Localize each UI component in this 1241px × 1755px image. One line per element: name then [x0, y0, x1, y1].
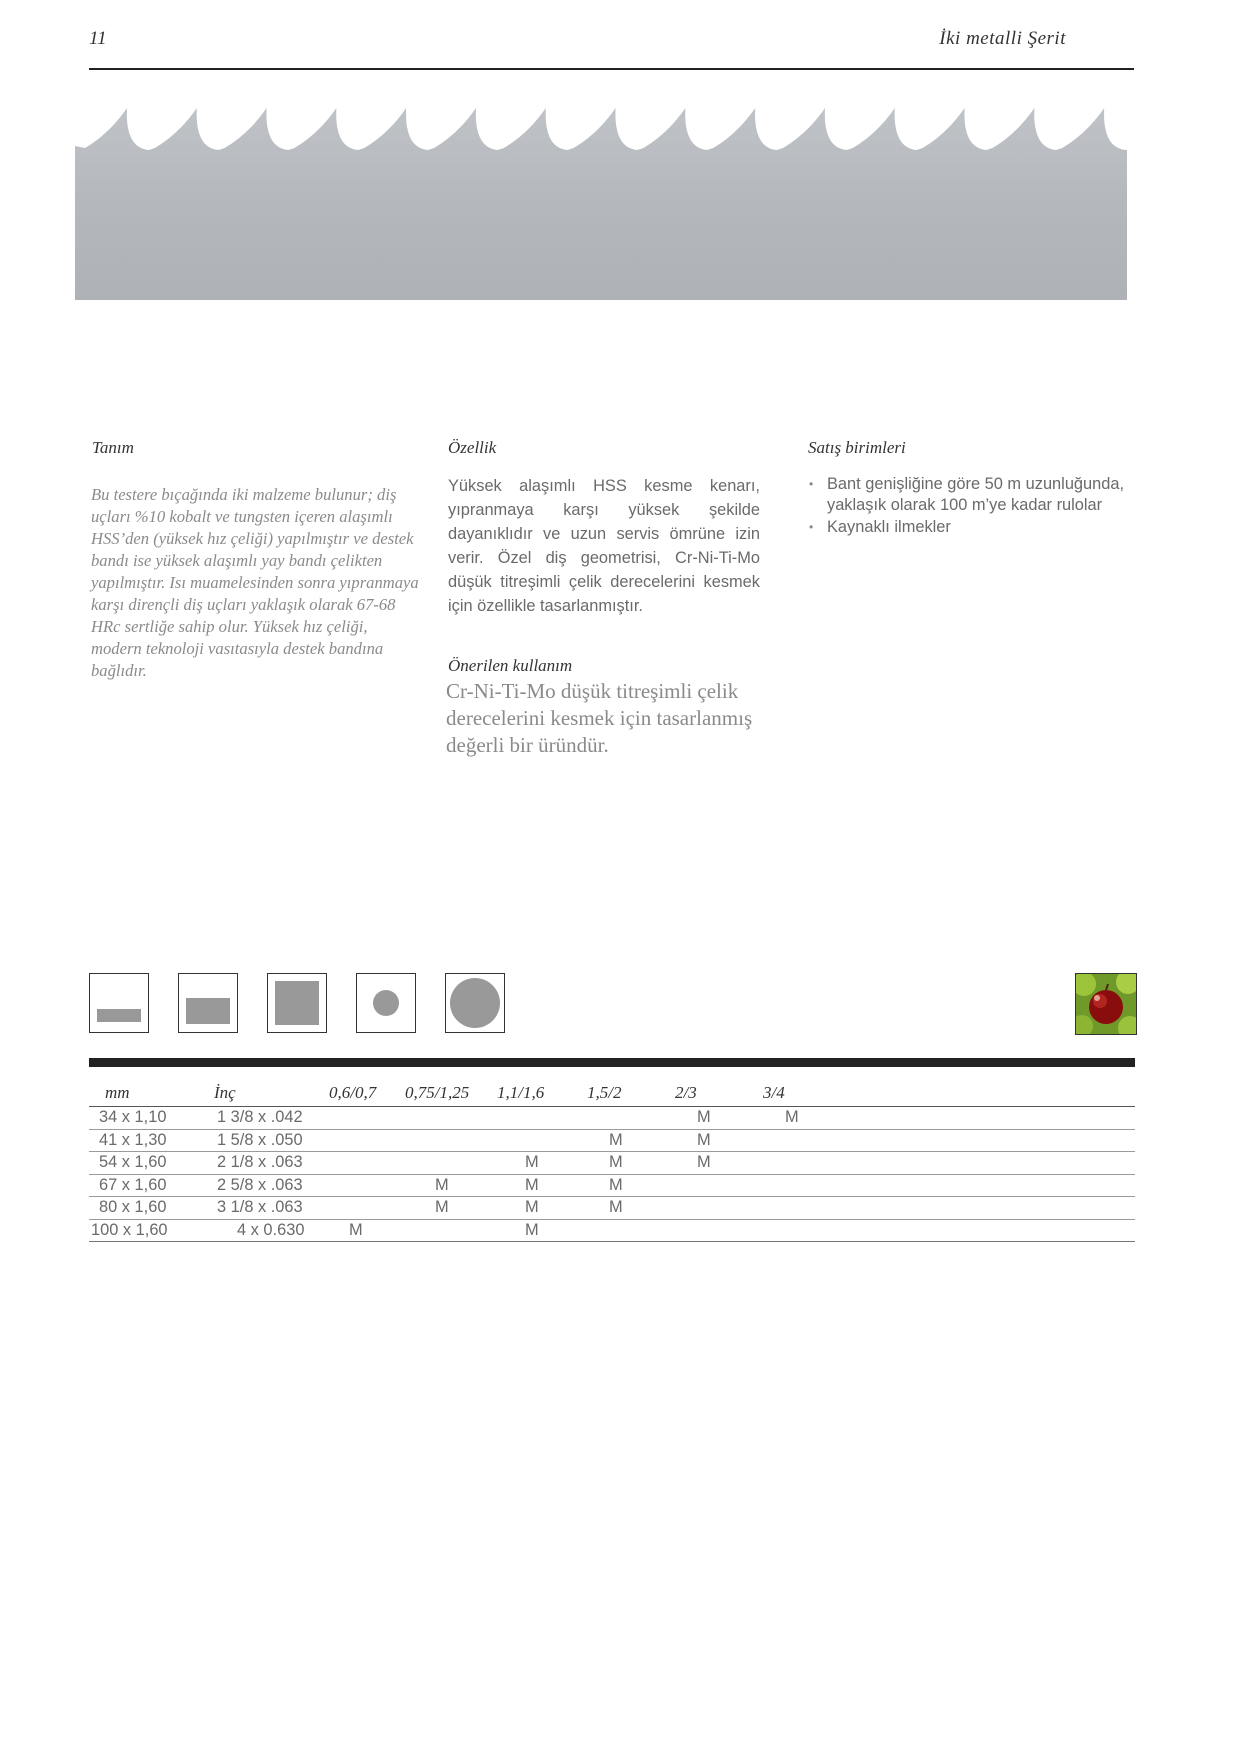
cell-tpi: [321, 1129, 401, 1152]
cell-tpi: M: [491, 1219, 581, 1242]
header-0-6-0-7: 0,6/0,7: [321, 1080, 401, 1107]
cell-mm: 80 x 1,60: [89, 1197, 203, 1220]
table-header-row: [89, 1080, 1135, 1107]
table-row: [89, 1219, 1135, 1242]
page-number: 11: [89, 28, 107, 49]
table-top-bar: [89, 1058, 1135, 1067]
header-inc: İnç: [203, 1080, 321, 1107]
square-bar-icon: [267, 973, 327, 1033]
cell-tpi: [757, 1219, 1135, 1242]
table-row: [89, 1129, 1135, 1152]
large-round-icon: [445, 973, 505, 1033]
cell-tpi: [401, 1152, 491, 1175]
cell-tpi: [321, 1174, 401, 1197]
cell-tpi: [757, 1197, 1135, 1220]
header-1-5-2: 1,5/2: [581, 1080, 669, 1107]
cell-tpi: M: [491, 1174, 581, 1197]
cell-mm: 34 x 1,10: [89, 1107, 203, 1130]
header-rule: [89, 68, 1134, 70]
small-round-icon: [356, 973, 416, 1033]
onerilen-text: Cr-Ni-Ti-Mo düşük titreşimli çelik derecelerini kesmek için tasarlanmış değerli bir üründür.: [446, 679, 753, 757]
table-row: [89, 1107, 1135, 1130]
cell-inc: 2 5/8 x .063: [203, 1174, 321, 1197]
header-3-4: 3/4: [757, 1080, 1135, 1107]
cell-tpi: [669, 1219, 757, 1242]
cell-inc: 2 1/8 x .063: [203, 1152, 321, 1175]
list-item: • Bant genişliğine göre 50 m uzunluğunda, yaklaşık olarak 100 m’ye kadar rulolar: [809, 475, 1125, 514]
cell-tpi: M: [581, 1152, 669, 1175]
cell-tpi: M: [581, 1174, 669, 1197]
table-row: [89, 1174, 1135, 1197]
cell-mm: 41 x 1,30: [89, 1129, 203, 1152]
cell-tpi: M: [581, 1129, 669, 1152]
flat-bar-icon: [89, 973, 149, 1033]
cell-mm: 67 x 1,60: [89, 1174, 203, 1197]
size-table: [89, 1080, 1135, 1242]
cell-mm: 100 x 1,60: [89, 1219, 203, 1242]
cell-tpi: M: [491, 1152, 581, 1175]
header-1-1-1-6: 1,1/1,6: [491, 1080, 581, 1107]
cell-tpi: [321, 1152, 401, 1175]
cell-tpi: [669, 1197, 757, 1220]
cell-tpi: [401, 1219, 491, 1242]
apple-icon: [1075, 973, 1137, 1035]
cell-tpi: M: [581, 1197, 669, 1220]
cell-tpi: [491, 1107, 581, 1130]
bullet-icon: •: [809, 520, 814, 534]
cell-inc: 1 3/8 x .042: [203, 1107, 321, 1130]
cell-tpi: [581, 1219, 669, 1242]
header-title: İki metalli Şerit: [939, 28, 1066, 49]
table-row: [89, 1197, 1135, 1220]
cell-tpi: [757, 1129, 1135, 1152]
ozellik-title: Özellik: [448, 438, 497, 457]
cell-tpi: [669, 1174, 757, 1197]
header-mm: mm: [89, 1080, 203, 1107]
cell-tpi: M: [321, 1219, 401, 1242]
cell-tpi: [401, 1107, 491, 1130]
cell-tpi: [321, 1197, 401, 1220]
satis-list: [808, 474, 1148, 539]
cell-tpi: [401, 1129, 491, 1152]
cell-tpi: [757, 1152, 1135, 1175]
cell-inc: 1 5/8 x .050: [203, 1129, 321, 1152]
onerilen-title: Önerilen kullanım: [448, 656, 573, 675]
tanim-title: Tanım: [92, 438, 134, 457]
satis-title: Satış birimleri: [808, 438, 906, 457]
cell-tpi: M: [669, 1129, 757, 1152]
cell-tpi: M: [757, 1107, 1135, 1130]
cell-tpi: M: [491, 1197, 581, 1220]
cell-tpi: [757, 1174, 1135, 1197]
cell-tpi: [321, 1107, 401, 1130]
cell-tpi: [581, 1107, 669, 1130]
cell-tpi: M: [401, 1197, 491, 1220]
cell-inc: 4 x 0.630: [203, 1219, 321, 1242]
cell-tpi: M: [669, 1152, 757, 1175]
header-0-75-1-25: 0,75/1,25: [401, 1080, 491, 1107]
cell-tpi: M: [401, 1174, 491, 1197]
tanim-text: Bu testere bıçağında iki malzeme bulunur; diş uçları %10 kobalt ve tungsten içeren alaşımlı HSS’den (yüksek hız çeliği) yapılmıştır ve destek bandı ise yüksek alaşımlı yay bandı çelikten yapılmıştır. Isı muamelesinden sonra yıpranmaya karşı dirençli diş uçları yaklaşık olarak 67-68 HRc sertliğe sahip olur. Yüksek hız çeliği, modern teknoloji vasıtasıyla destek bandına bağlıdır.: [91, 485, 419, 680]
cell-tpi: M: [669, 1107, 757, 1130]
bullet-icon: •: [809, 477, 814, 491]
cell-tpi: [491, 1129, 581, 1152]
cell-mm: 54 x 1,60: [89, 1152, 203, 1175]
table-row: [89, 1152, 1135, 1175]
thick-bar-icon: [178, 973, 238, 1033]
cell-inc: 3 1/8 x .063: [203, 1197, 321, 1220]
saw-blade-image: [75, 100, 1127, 300]
list-item: • Kaynaklı ilmekler: [809, 518, 951, 536]
header-2-3: 2/3: [669, 1080, 757, 1107]
ozellik-text: Yüksek alaşımlı HSS kesme kenarı, yıpranmaya karşı yüksek şekilde dayanıklıdır ve uzun servis ömrüne izin verir. Özel diş geometrisi, Cr-Ni-Ti-Mo düşük titreşimli çelik derecelerini kesmek için özellikle tasarlanmıştır.: [448, 477, 760, 615]
